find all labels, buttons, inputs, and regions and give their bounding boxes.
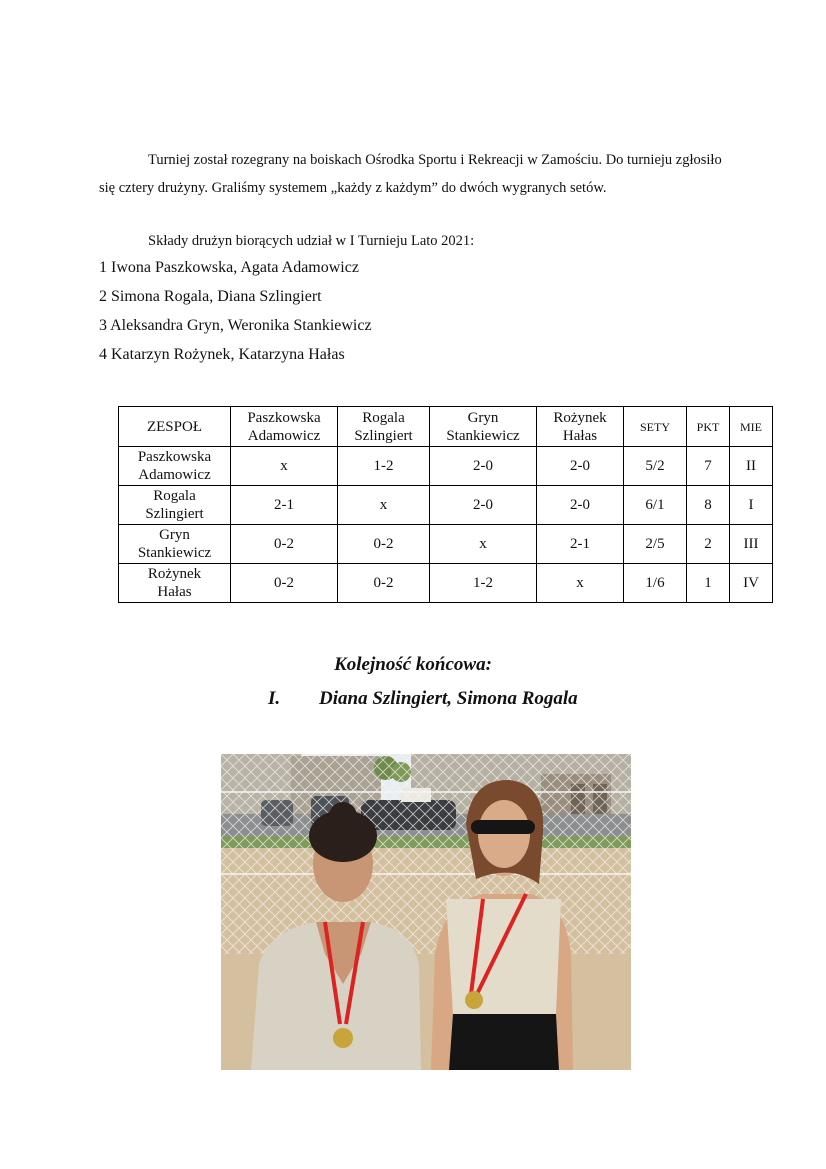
team-line-1: 1 Iwona Paszkowska, Agata Adamowicz [99, 259, 359, 276]
header-team-3: Gryn Stankiewicz [430, 407, 537, 447]
teams-heading: Składy drużyn biorących udział w I Turnieju Lato 2021: [148, 233, 475, 249]
header-place: MIE [730, 407, 773, 447]
header-sets: SETY [624, 407, 687, 447]
score-cell: 1-2 [338, 447, 430, 486]
points-cell: 2 [687, 525, 730, 564]
score-cell: x [430, 525, 537, 564]
place-cell: I [730, 486, 773, 525]
table-row [119, 447, 773, 486]
team-line-3: 3 Aleksandra Gryn, Weronika Stankiewicz [99, 317, 372, 334]
row-team-name: Rogala Szlingiert [119, 486, 231, 525]
table-row [119, 525, 773, 564]
points-cell: 7 [687, 447, 730, 486]
points-cell: 1 [687, 564, 730, 603]
score-cell: x [537, 564, 624, 603]
place-cell: III [730, 525, 773, 564]
score-cell: 0-2 [338, 525, 430, 564]
intro-paragraph: Turniej został rozegrany na boiskach Ośrodka Sportu i Rekreacji w Zamościu. Do turnieju zgłosiło się cztery drużyny. Graliśmy systemem „każdy z każdym” do dwóch wygranych setów. [99, 152, 722, 196]
header-team: ZESPOŁ [119, 407, 231, 447]
row-team-name: Rożynek Hałas [119, 564, 231, 603]
score-cell: x [338, 486, 430, 525]
team-line-2: 2 Simona Rogala, Diana Szlingiert [99, 288, 322, 305]
team-line-4: 4 Katarzyn Rożynek, Katarzyna Hałas [99, 346, 345, 363]
row-team-name: Paszkowska Adamowicz [119, 447, 231, 486]
results-table [118, 406, 773, 603]
points-cell: 8 [687, 486, 730, 525]
header-team-4: Rożynek Hałas [537, 407, 624, 447]
score-cell: 2-1 [537, 525, 624, 564]
score-cell: 2-0 [430, 486, 537, 525]
score-cell: x [231, 447, 338, 486]
score-cell: 2-0 [430, 447, 537, 486]
sets-cell: 1/6 [624, 564, 687, 603]
winners-photo [221, 754, 631, 1070]
score-cell: 2-1 [231, 486, 338, 525]
first-place-names: Diana Szlingiert, Simona Rogala [319, 688, 578, 709]
place-cell: IV [730, 564, 773, 603]
sets-cell: 6/1 [624, 486, 687, 525]
table-row [119, 486, 773, 525]
table-header-row [119, 407, 773, 447]
table-row [119, 564, 773, 603]
final-standings-title: Kolejność końcowa: [334, 654, 492, 675]
score-cell: 0-2 [231, 525, 338, 564]
score-cell: 1-2 [430, 564, 537, 603]
header-points: PKT [687, 407, 730, 447]
header-team-2: Rogala Szlingiert [338, 407, 430, 447]
place-cell: II [730, 447, 773, 486]
header-team-1: Paszkowska Adamowicz [231, 407, 338, 447]
sets-cell: 5/2 [624, 447, 687, 486]
row-team-name: Gryn Stankiewicz [119, 525, 231, 564]
score-cell: 2-0 [537, 486, 624, 525]
score-cell: 0-2 [338, 564, 430, 603]
score-cell: 0-2 [231, 564, 338, 603]
sets-cell: 2/5 [624, 525, 687, 564]
first-place-number: I. [268, 688, 281, 709]
score-cell: 2-0 [537, 447, 624, 486]
